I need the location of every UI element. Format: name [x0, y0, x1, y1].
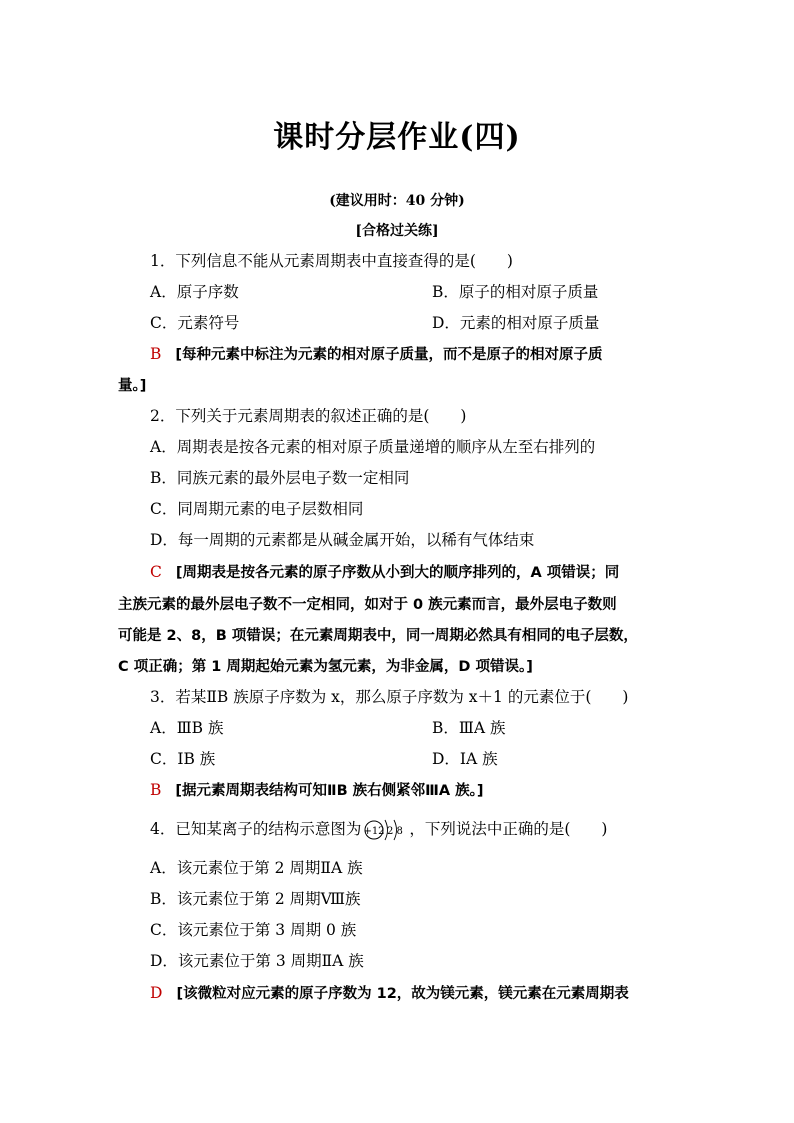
q2-option-b: B．同族元素的最外层电子数一定相同: [150, 469, 410, 487]
q4-answer: D: [150, 984, 163, 1002]
q1-option-a: A．原子序数: [150, 283, 239, 301]
q3-option-a: A．ⅢB 族: [150, 719, 224, 737]
q3-option-b: B．ⅢA 族: [432, 719, 506, 737]
q3-option-d: D．ⅠA 族: [432, 750, 498, 768]
q4-explanation-line: [150, 982, 629, 1005]
q3-explanation-1: [据元素周期表结构可知ⅡB 族右侧紧邻ⅢA 族。]: [175, 783, 484, 799]
q3-stem: 3．若某ⅡB 族原子序数为 x，那么原子序数为 x＋1 的元素位于( ): [150, 688, 629, 706]
q1-option-d: D．元素的相对原子质量: [432, 314, 600, 332]
q2-explanation-1: [周期表是按各元素的原子序数从小到大的顺序排列的，A 项错误；同: [175, 565, 620, 581]
section-heading: [合格过关练]: [355, 223, 439, 239]
q4-option-c: C．该元素位于第 3 周期 0 族: [150, 921, 357, 939]
q4-option-b: B．该元素位于第 2 周期Ⅷ族: [150, 890, 361, 908]
ion-structure-diagram: [363, 819, 407, 841]
q2-explanation-2: 主族元素的最外层电子数不一定相同，如对于 0 族元素而言，最外层电子数则: [118, 597, 617, 613]
q1-option-c: C．元素符号: [150, 314, 240, 332]
page-title: 课时分层作业(四): [273, 120, 521, 155]
q2-answer: C: [150, 563, 162, 581]
q4-explanation-1: [该微粒对应元素的原子序数为 12，故为镁元素，镁元素在元素周期表: [176, 986, 629, 1002]
q1-explanation-line: [150, 343, 603, 366]
q1-answer: B: [150, 345, 162, 363]
q3-answer: B: [150, 781, 162, 799]
q1-explanation-2: 量。]: [118, 378, 147, 394]
q1-option-b: B．原子的相对原子质量: [432, 283, 599, 301]
q1-stem: 1．下列信息不能从元素周期表中直接查得的是( ): [150, 252, 513, 270]
q2-option-c: C．同周期元素的电子层数相同: [150, 500, 364, 518]
q2-option-d: D．每一周期的元素都是从碱金属开始，以稀有气体结束: [150, 531, 535, 549]
q4-option-a: A．该元素位于第 2 周期ⅡA 族: [150, 859, 363, 877]
q2-explanation-4: C 项正确；第 1 周期起始元素为氢元素，为非金属，D 项错误。]: [118, 659, 533, 675]
q2-option-a: A．周期表是按各元素的相对原子质量递增的顺序从左至右排列的: [150, 438, 596, 456]
ion-nucleus-label: +12: [363, 826, 385, 837]
q3-explanation-line: [150, 779, 484, 802]
q4-stem: 4．已知某离子的结构示意图为 +12 2 8 ，下列说法中正确的是( ): [150, 818, 607, 841]
q2-stem: 2．下列关于元素周期表的叙述正确的是( ): [150, 407, 467, 425]
q3-option-c: C．ⅠB 族: [150, 750, 216, 768]
q2-explanation-3: 可能是 2、8，B 项错误；在元素周期表中，同一周期必然具有相同的电子层数，: [118, 628, 638, 644]
time-hint: (建议用时：40 分钟): [329, 193, 465, 209]
ion-shell-electrons: 2 8: [387, 826, 404, 837]
q2-explanation-line: [150, 561, 619, 584]
q4-option-d: D．该元素位于第 3 周期ⅡA 族: [150, 952, 364, 970]
q1-explanation-1: [每种元素中标注为元素的相对原子质量，而不是原子的相对原子质: [175, 347, 603, 363]
